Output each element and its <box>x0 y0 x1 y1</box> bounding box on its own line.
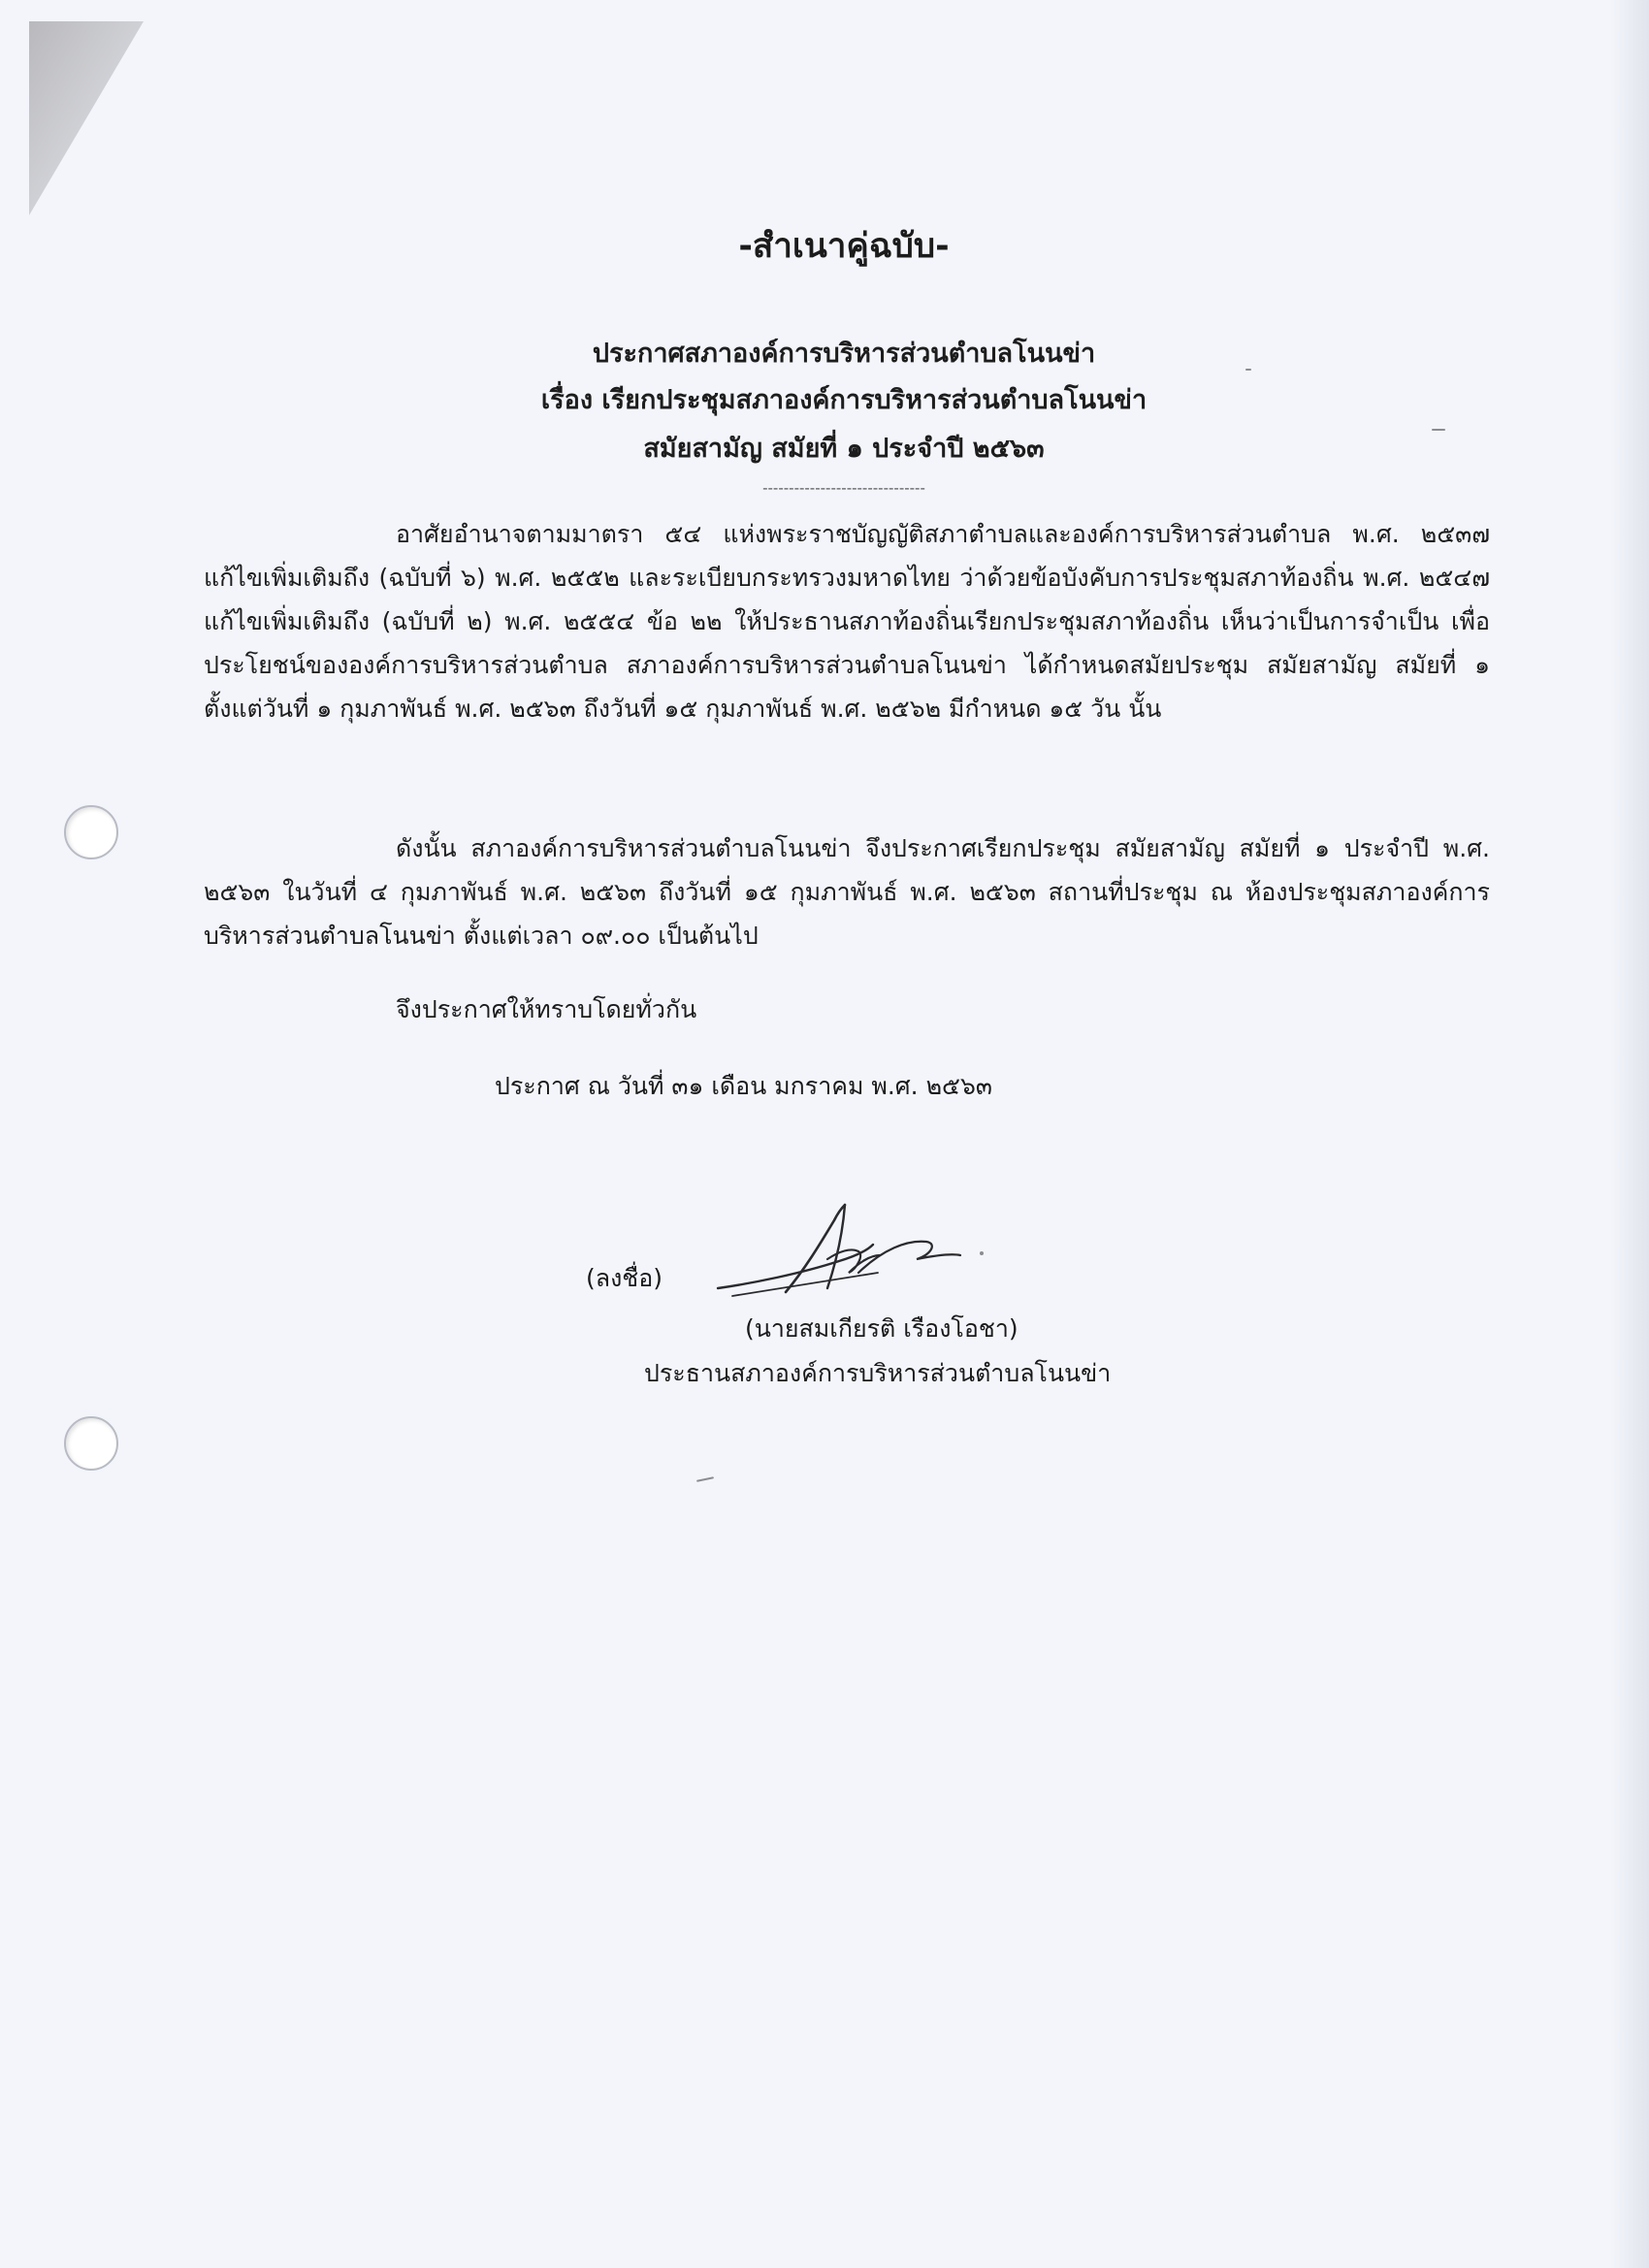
handwritten-signature <box>713 1191 965 1308</box>
signer-name: (นายสมเกียรติ เรืองโอชา) <box>745 1314 1018 1343</box>
body-paragraph-authority: อาศัยอำนาจตามมาตรา ๕๔ แห่งพระราชบัญญัติสภาตำบลและองค์การบริหารส่วนตำบล พ.ศ. ๒๕๓๗ แก้ไขเพิ่มเติมถึง (ฉบับที่ ๖) พ.ศ. ๒๕๕๒ และระเบียบกระทรวงมหาดไทย ว่าด้วยข้อบังคับการประชุมสภาท้องถิ่น พ.ศ. ๒๕๔๗ แก้ไขเพิ่มเติมถึง (ฉบับที่ ๒) พ.ศ. ๒๕๕๔ ข้อ ๒๒ ให้ประธานสภาท้องถิ่นเรียกประชุมสภาท้องถิ่น เห็นว่าเป็นการจำเป็น เพื่อประโยชน์ขององค์การบริหารส่วนตำบล สภาองค์การบริหารส่วนตำบลโนนข่า ได้กำหนดสมัยประชุม สมัยสามัญ สมัยที่ ๑ ตั้งแต่วันที่ ๑ กุมภาพันธ์ พ.ศ. ๒๕๖๓ ถึงวันที่ ๑๕ กุมภาพันธ์ พ.ศ. ๒๕๖๒ มีกำหนด ๑๕ วัน นั้น <box>204 520 1490 723</box>
scan-speck <box>1245 369 1251 371</box>
body-paragraph-meeting: ดังนั้น สภาองค์การบริหารส่วนตำบลโนนข่า จึงประกาศเรียกประชุม สมัยสามัญ สมัยที่ ๑ ประจำปี พ.ศ. ๒๕๖๓ ในวันที่ ๔ กุมภาพันธ์ พ.ศ. ๒๕๖๓ ถึงวันที่ ๑๕ กุมภาพันธ์ พ.ศ. ๒๕๖๓ สถานที่ประชุม ณ ห้องประชุมสภาองค์การบริหารส่วนตำบลโนนข่า ตั้งแต่เวลา ๐๙.๐๐ เป็นต้นไป <box>204 834 1490 950</box>
announcement-session: สมัยสามัญ สมัยที่ ๑ ประจำปี ๒๕๖๓ <box>643 434 1045 464</box>
announcement-subject: เรื่อง เรียกประชุมสภาองค์การบริหารส่วนตำบลโนนข่า <box>540 385 1148 415</box>
scan-speck <box>696 1476 714 1482</box>
body-paragraph-notice <box>204 988 1490 1031</box>
proclamation-date: ประกาศ ณ วันที่ ๓๑ เดือน มกราคม พ.ศ. ๒๕๖๓ <box>495 1072 992 1100</box>
announcement-heading: ประกาศสภาองค์การบริหารส่วนตำบลโนนข่า <box>592 339 1096 369</box>
scan-speck <box>1432 429 1445 431</box>
heading-divider: ------------------------------- <box>762 479 925 497</box>
signer-position: ประธานสภาองค์การบริหารส่วนตำบลโนนข่า <box>644 1359 1112 1387</box>
notice-text: จึงประกาศให้ทราบโดยทั่วกัน <box>396 995 697 1023</box>
punch-hole <box>64 805 118 859</box>
scan-speck <box>980 1251 984 1255</box>
scan-shadow-corner <box>29 21 144 215</box>
copy-mark-title: -สำเนาคู่ฉบับ- <box>738 227 950 266</box>
signature-label: (ลงชื่อ) <box>586 1264 663 1292</box>
punch-hole <box>64 1416 118 1471</box>
